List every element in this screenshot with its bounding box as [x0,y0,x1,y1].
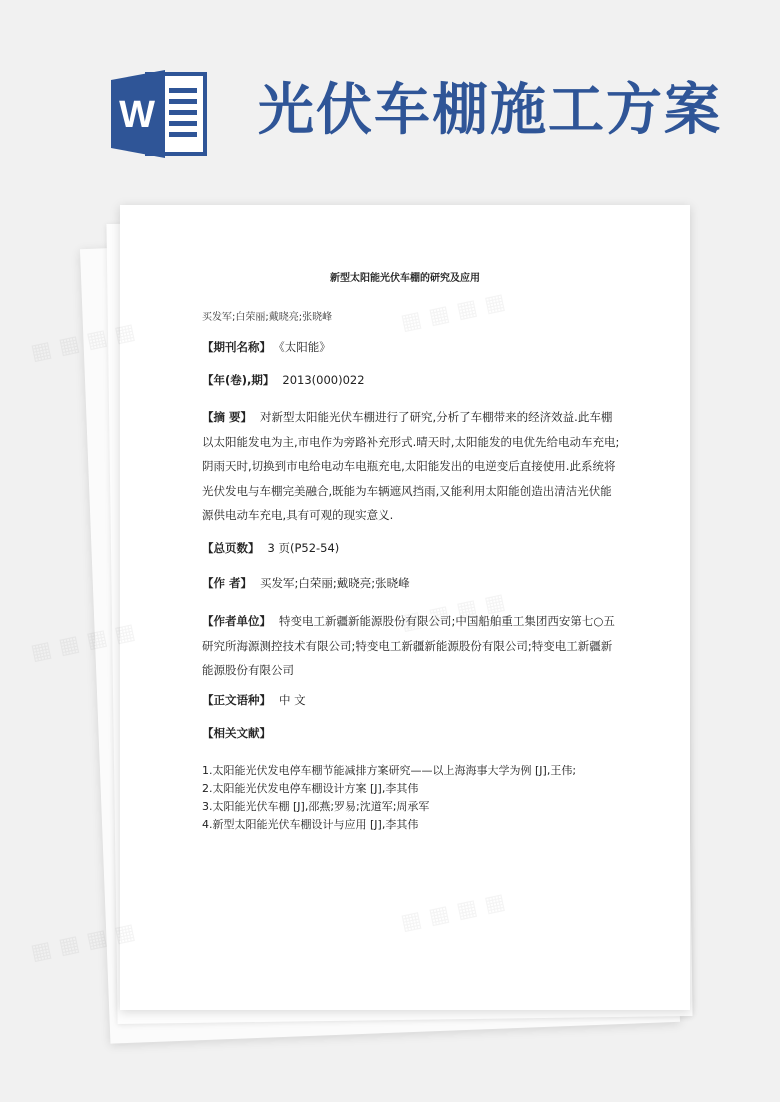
page-title: 光伏车棚施工方案 [258,77,722,143]
reference-item: 1.太阳能光伏发电停车棚节能减排方案研究——以上海海事大学为例 [J],王伟; [202,764,577,777]
abstract-text: 对新型太阳能光伏车棚进行了研究,分析了车棚带来的经济效益.此车棚以太阳能发电为主,市电作为旁路补充形式.晴天时,太阳能发的电优先给电动车充电;阴雨天时,切换到市电给电动车电瓶充电,太阳能发出的电逆变后直接使用.此系统将光伏发电与车棚完美融合,既能为车辆遮风挡雨,又能利用太阳能创造出清洁光伏能源供电动车充电,具有可观的现实意义. [202,410,620,522]
document-title: 新型太阳能光伏车棚的研究及应用 [330,273,480,284]
references-heading: 【相关文献】 [202,726,271,740]
journal-name-value: 《太阳能》 [279,340,331,354]
journal-name-label: 【期刊名称】 [202,340,271,354]
author-label: 【作 者】 [202,576,253,590]
word-icon-letter: W [119,94,155,136]
affiliation-paragraph [202,609,622,683]
language-value: 中 文 [279,693,306,707]
affiliation-value: 特变电工新疆新能源股份有限公司;中国船舶重工集团西安第七○五研究所海源测控技术有限公司;特变电工新疆新能源股份有限公司;特变电工新疆新能源股份有限公司 [202,614,615,677]
language-field [202,688,622,712]
page-count-value: 3 页(P52-54) [267,541,340,555]
reference-item: 2.太阳能光伏发电停车棚设计方案 [J],李其伟 [202,782,419,795]
journal-name-field [202,335,622,359]
author-field [202,571,622,595]
volume-issue-label: 【年(卷),期】 [202,373,275,387]
page-header [0,0,780,190]
language-label: 【正文语种】 [202,693,271,707]
document-page [120,205,690,1010]
reference-item: 3.太阳能光伏车棚 [J],邵燕;罗易;沈道军;周承军 [202,800,430,813]
reference-item: 4.新型太阳能光伏车棚设计与应用 [J],李其伟 [202,818,419,831]
page-count-field [202,536,622,560]
word-document-icon [109,68,209,160]
volume-issue-field [202,368,622,392]
page-count-label: 【总页数】 [202,541,260,555]
author-value: 买发军;白荣丽;戴晓亮;张晓峰 [260,576,410,590]
authors-line: 买发军;白荣丽;戴晓亮;张晓峰 [202,312,333,323]
abstract-label: 【摘 要】 [202,410,253,424]
references-list [202,762,652,834]
abstract-paragraph [202,405,622,528]
volume-issue-value: 2013(000)022 [282,373,365,387]
affiliation-label: 【作者单位】 [202,614,271,628]
